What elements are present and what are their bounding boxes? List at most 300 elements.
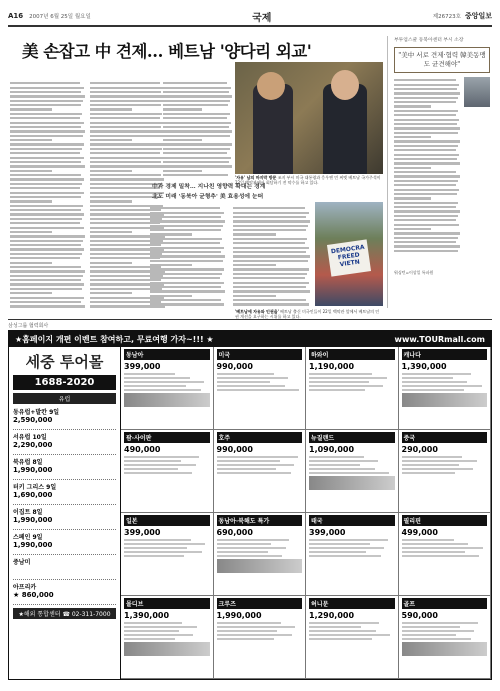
text-line — [163, 148, 230, 150]
ad-text-line — [217, 539, 290, 541]
text-line — [90, 122, 164, 124]
text-line — [150, 295, 192, 297]
ad-text-line — [124, 468, 178, 470]
text-line — [10, 213, 84, 215]
ad-text-line — [309, 622, 379, 624]
text-line — [10, 231, 52, 233]
ad-banner — [9, 331, 491, 347]
text-line — [394, 110, 458, 112]
travel-advertisement — [8, 330, 492, 680]
text-line — [10, 143, 84, 145]
text-line — [233, 216, 306, 218]
text-line — [10, 82, 80, 84]
ad-text-line — [309, 468, 375, 470]
ad-text-line — [124, 389, 201, 391]
text-line — [233, 207, 305, 209]
ad-cell-price: 690,000 — [216, 528, 253, 537]
protest-sign: DEMOCRA FREED VIETN — [327, 239, 371, 276]
body-text — [163, 80, 233, 178]
article-column-5 — [233, 205, 311, 308]
text-line — [233, 233, 276, 235]
text-line — [233, 264, 276, 266]
ad-text-line — [217, 389, 300, 391]
ad-thumbnail — [124, 642, 210, 656]
ad-text-line — [402, 626, 460, 628]
text-line — [233, 251, 306, 253]
text-line — [150, 216, 221, 218]
ad-text-line — [124, 634, 193, 636]
text-line — [10, 157, 84, 159]
text-line — [394, 184, 456, 186]
text-line — [394, 210, 460, 212]
text-line — [394, 114, 456, 116]
ad-cell-price: 490,000 — [124, 445, 161, 454]
text-line — [163, 170, 202, 172]
text-line — [163, 100, 230, 102]
text-line — [90, 139, 132, 141]
ad-text-line — [309, 547, 384, 549]
ad-left-item — [13, 507, 116, 530]
sidebar-quote: "美中 서로 견제·협력 韓美동맹도 균견해야" — [394, 47, 490, 73]
text-line — [394, 215, 458, 217]
text-line — [163, 174, 228, 176]
text-line — [394, 79, 456, 81]
ad-text-line — [217, 464, 295, 466]
text-line — [233, 247, 309, 249]
text-line — [10, 117, 80, 119]
sidebar-body — [394, 77, 461, 267]
text-line — [10, 135, 83, 137]
text-line — [90, 113, 162, 115]
ad-text-line — [402, 539, 454, 541]
text-line — [163, 161, 229, 163]
photo1-caption-title: '자유' 남의 마지막 방문 — [235, 175, 277, 180]
text-line — [163, 95, 232, 97]
ad-cell — [121, 430, 214, 513]
text-line — [394, 180, 458, 182]
text-line — [150, 277, 220, 279]
ad-text-line — [402, 638, 471, 640]
paper-name: 중앙일보 — [464, 12, 492, 20]
ad-text-line — [124, 539, 191, 541]
text-line — [90, 178, 164, 180]
text-line — [150, 225, 223, 227]
ad-cell-price: 1,390,000 — [124, 611, 170, 620]
text-line — [10, 104, 81, 106]
text-line — [90, 157, 164, 159]
ad-cell-price: 499,000 — [401, 528, 438, 537]
ad-left-item — [13, 407, 116, 430]
text-line — [150, 242, 220, 244]
text-line — [394, 123, 457, 125]
page-number: A16 — [8, 12, 24, 20]
text-line — [10, 183, 82, 185]
text-line — [233, 282, 309, 284]
protest-photo — [315, 202, 383, 306]
text-line — [394, 237, 458, 239]
ad-text-line — [124, 460, 181, 462]
ad-cell-title: 태국 — [309, 515, 395, 526]
text-line — [150, 260, 223, 262]
ad-text-line — [309, 626, 361, 628]
ad-cell-title: 동남아·북해도 특가 — [217, 515, 303, 526]
ad-text-line — [309, 373, 372, 375]
ad-cell — [121, 513, 214, 596]
ad-cell — [399, 347, 492, 430]
ad-cell-title: 허니문 — [309, 598, 395, 609]
ad-text-line — [217, 634, 292, 636]
text-line — [394, 219, 456, 221]
ad-text-line — [124, 622, 182, 624]
ad-item-price: 1,690,000 — [13, 491, 53, 499]
text-line — [163, 108, 202, 110]
text-line — [150, 212, 224, 214]
text-line — [90, 200, 132, 202]
text-line — [394, 232, 460, 234]
text-line — [10, 205, 83, 207]
section-title: 국제 — [252, 12, 272, 24]
text-line — [10, 248, 84, 250]
ad-text-line — [217, 373, 274, 375]
text-line — [150, 273, 222, 275]
ad-text-line — [217, 547, 286, 549]
ad-thumbnail — [402, 642, 488, 656]
text-line — [163, 91, 229, 93]
text-line — [90, 196, 161, 198]
text-line — [163, 82, 227, 84]
ad-left-list — [9, 407, 120, 605]
text-line — [90, 292, 132, 294]
text-line — [233, 238, 307, 240]
text-line — [163, 143, 232, 145]
text-line — [90, 95, 165, 97]
ad-text-line — [217, 543, 272, 545]
photo1-caption-text: 조지 부시 미국 대통령과 응우옌 민 찌엣 베트남 국가주석이 22일 백악관에서 회담하기 전 악수를 하고 있다. — [235, 175, 381, 185]
ad-text-line — [217, 472, 291, 474]
ad-cell-price: 990,000 — [216, 362, 253, 371]
text-line — [394, 154, 459, 156]
ad-item-price: 2,590,000 — [13, 416, 53, 424]
ad-cell-title: 일본 — [124, 515, 210, 526]
ad-text-line — [309, 460, 378, 462]
text-line — [10, 222, 80, 224]
text-line — [163, 104, 228, 106]
text-line — [90, 165, 165, 167]
ad-item-title: 중남미 — [13, 559, 31, 566]
ad-left-panel — [9, 347, 121, 679]
ad-text-line — [309, 638, 372, 640]
text-line — [394, 145, 458, 147]
ad-cell-title: 뉴질랜드 — [309, 432, 395, 443]
text-line — [150, 264, 192, 266]
text-line — [233, 277, 305, 279]
ad-text-line — [309, 389, 365, 391]
text-line — [233, 242, 305, 244]
ad-text-line — [309, 551, 366, 553]
text-line — [394, 197, 431, 199]
text-line — [10, 301, 81, 303]
ad-cell-price: 290,000 — [401, 445, 438, 454]
text-line — [394, 88, 457, 90]
text-line — [10, 257, 80, 259]
ad-text-line — [402, 551, 465, 553]
text-line — [394, 140, 460, 142]
ad-cell — [214, 430, 307, 513]
text-line — [90, 152, 160, 154]
text-line — [10, 161, 81, 163]
text-line — [10, 218, 82, 220]
text-line — [163, 117, 227, 119]
text-line — [233, 290, 310, 292]
ad-cell-title: 호주 — [217, 432, 303, 443]
text-line — [233, 220, 310, 222]
text-line — [10, 283, 84, 285]
ad-text-line — [402, 456, 463, 458]
ad-cell-title: 동남아 — [124, 349, 210, 360]
text-line — [10, 87, 84, 89]
ad-item-price: ★ 860,000 — [13, 591, 54, 599]
ad-text-line — [124, 381, 204, 383]
text-line — [163, 157, 231, 159]
ad-text-line — [217, 468, 277, 470]
ad-item-title: 스페인 9일 — [13, 534, 43, 541]
interviewee-photo — [464, 77, 490, 107]
text-line — [163, 139, 202, 141]
text-line — [150, 220, 225, 222]
text-line — [150, 282, 224, 284]
ad-text-line — [309, 539, 388, 541]
ad-text-line — [309, 472, 389, 474]
text-line — [150, 247, 224, 249]
text-line — [90, 130, 165, 132]
text-line — [163, 126, 229, 128]
ad-text-line — [124, 543, 205, 545]
text-line — [394, 97, 458, 99]
text-line — [10, 126, 81, 128]
ad-text-line — [402, 460, 477, 462]
text-line — [10, 174, 81, 176]
text-line — [90, 100, 163, 102]
ad-text-line — [124, 385, 186, 387]
text-line — [150, 229, 221, 231]
photo2-caption-title: '베트남에 자유와 인권을' — [235, 309, 279, 314]
ad-text-line — [217, 381, 271, 383]
text-line — [10, 209, 81, 211]
ad-text-line — [217, 622, 281, 624]
ad-text-line — [124, 472, 192, 474]
ad-cell — [306, 513, 399, 596]
ad-cell — [399, 513, 492, 596]
text-line — [10, 244, 81, 246]
text-line — [233, 268, 309, 270]
text-line — [90, 82, 160, 84]
text-line — [150, 207, 220, 209]
ad-promo: ★홈페이지 개편 이벤트 참여하고, 무료여행 가자~!!! ★ — [15, 334, 214, 344]
ad-text-line — [217, 555, 283, 557]
ad-text-line — [124, 547, 187, 549]
text-line — [10, 305, 85, 307]
ad-cell-title: 괌·사이판 — [124, 432, 210, 443]
ad-text-line — [217, 551, 268, 553]
text-line — [394, 92, 460, 94]
text-line — [90, 104, 161, 106]
main-headline: 美 손잡고 中 견제… 베트남 '양다리 외교' — [22, 42, 312, 61]
text-line — [90, 108, 132, 110]
text-line — [10, 178, 84, 180]
article-column-1 — [10, 80, 86, 308]
text-line — [10, 148, 82, 150]
summit-photo — [235, 62, 383, 174]
ad-text-line — [402, 622, 478, 624]
text-line — [10, 292, 52, 294]
ad-text-line — [124, 464, 196, 466]
ad-cell — [214, 513, 307, 596]
ad-text-line — [309, 381, 369, 383]
ad-text-line — [124, 373, 175, 375]
ad-left-item — [13, 457, 116, 480]
ad-text-line — [217, 630, 278, 632]
text-line — [10, 297, 84, 299]
text-line — [10, 266, 81, 268]
text-line — [394, 250, 458, 252]
ad-cell — [121, 347, 214, 430]
text-line — [163, 130, 232, 132]
ad-cell-title: 크루즈 — [217, 598, 303, 609]
ad-text-line — [217, 377, 289, 379]
text-line — [90, 161, 161, 163]
sidebar-byline: 워싱턴=이상일 특파원 — [394, 270, 434, 275]
ad-top-label: 삼성그룹 협력회사 — [8, 323, 49, 329]
text-line — [90, 174, 161, 176]
sub-headline: 中과 경제 밀착… 지나친 영향력 확대는 경계 北도 미래 '동북아 균형추' 美 효용성에 눈떠 — [152, 184, 266, 200]
text-line — [394, 158, 457, 160]
text-line — [10, 122, 84, 124]
ad-cell-price: 990,000 — [216, 445, 253, 454]
text-line — [233, 255, 310, 257]
text-line — [10, 288, 82, 290]
ad-text-line — [402, 472, 456, 474]
text-line — [10, 95, 85, 97]
ad-left-item — [13, 532, 116, 555]
ad-text-line — [309, 456, 364, 458]
ad-cell-price: 590,000 — [401, 611, 438, 620]
text-line — [394, 105, 431, 107]
text-line — [150, 233, 192, 235]
ad-cell-title: 캐나다 — [402, 349, 488, 360]
ad-text-line — [217, 638, 274, 640]
ad-text-line — [124, 630, 179, 632]
text-line — [10, 262, 52, 264]
ad-divider — [8, 319, 492, 320]
ad-cell — [306, 596, 399, 679]
text-line — [90, 148, 162, 150]
ad-cell-price: 399,000 — [309, 528, 346, 537]
ad-text-line — [309, 377, 387, 379]
ad-cell — [306, 347, 399, 430]
ad-item-title: 터키 그리스 9일 — [13, 484, 57, 491]
text-line — [10, 165, 85, 167]
ad-grid — [121, 347, 491, 679]
photo2-caption-text: 베트남 출신 미국인들이 22일 백악관 앞에서 베트남의 인권 개선을 요구하는 시위를 하고 있다. — [235, 309, 380, 319]
text-line — [10, 152, 80, 154]
ad-left-item — [13, 482, 116, 505]
text-line — [90, 170, 132, 172]
text-line — [150, 238, 222, 240]
text-line — [90, 135, 163, 137]
ad-thumbnail — [309, 476, 395, 490]
text-line — [394, 175, 460, 177]
ad-cell — [214, 596, 307, 679]
ad-text-line — [124, 626, 197, 628]
text-line — [90, 143, 164, 145]
text-line — [150, 286, 221, 288]
paper-logo — [433, 11, 492, 21]
ad-cell — [399, 596, 492, 679]
ad-text-line — [217, 460, 280, 462]
text-line — [163, 113, 230, 115]
text-line — [10, 275, 83, 277]
ad-text-line — [124, 456, 199, 458]
ad-cell-price: 399,000 — [124, 362, 161, 371]
text-line — [150, 303, 224, 305]
text-line — [233, 273, 307, 275]
text-line — [10, 91, 81, 93]
ad-cell-price: 1,290,000 — [309, 611, 355, 620]
text-line — [394, 224, 459, 226]
text-line — [90, 231, 132, 233]
ad-text-line — [124, 555, 184, 557]
text-line — [233, 212, 309, 214]
text-line — [394, 84, 459, 86]
ad-text-line — [309, 555, 381, 557]
ad-url[interactable]: www.TOURmall.com — [394, 334, 485, 344]
text-line — [233, 286, 306, 288]
text-line — [10, 113, 82, 115]
ad-text-line — [402, 373, 471, 375]
text-line — [163, 87, 231, 89]
text-line — [233, 225, 308, 227]
text-line — [233, 229, 306, 231]
text-line — [150, 299, 221, 301]
text-line — [163, 135, 230, 137]
sidebar-interview — [387, 36, 490, 308]
text-line — [10, 200, 52, 202]
ad-cell-title: 필리핀 — [402, 515, 488, 526]
text-line — [394, 149, 456, 151]
body-text — [150, 205, 226, 308]
text-line — [90, 117, 160, 119]
ad-text-line — [217, 385, 285, 387]
ad-text-line — [402, 547, 483, 549]
photo2-caption — [235, 309, 383, 319]
text-line — [10, 253, 82, 255]
sidebar-kicker: 부투업스쿨 동북아센터 부시 소장 — [394, 38, 464, 43]
article-column-4 — [150, 205, 226, 308]
text-line — [10, 100, 83, 102]
text-line — [10, 196, 81, 198]
text-line — [394, 171, 456, 173]
issue-date: 2007년 6월 25일 월요일 — [29, 14, 91, 20]
article-column-3 — [163, 80, 233, 178]
ad-cell — [214, 347, 307, 430]
text-line — [150, 268, 224, 270]
text-line — [233, 295, 276, 297]
ad-text-line — [309, 543, 370, 545]
ad-item-title: 아프리카 — [13, 584, 37, 591]
text-line — [90, 262, 132, 264]
ad-text-line — [402, 389, 464, 391]
ad-text-line — [402, 555, 480, 557]
